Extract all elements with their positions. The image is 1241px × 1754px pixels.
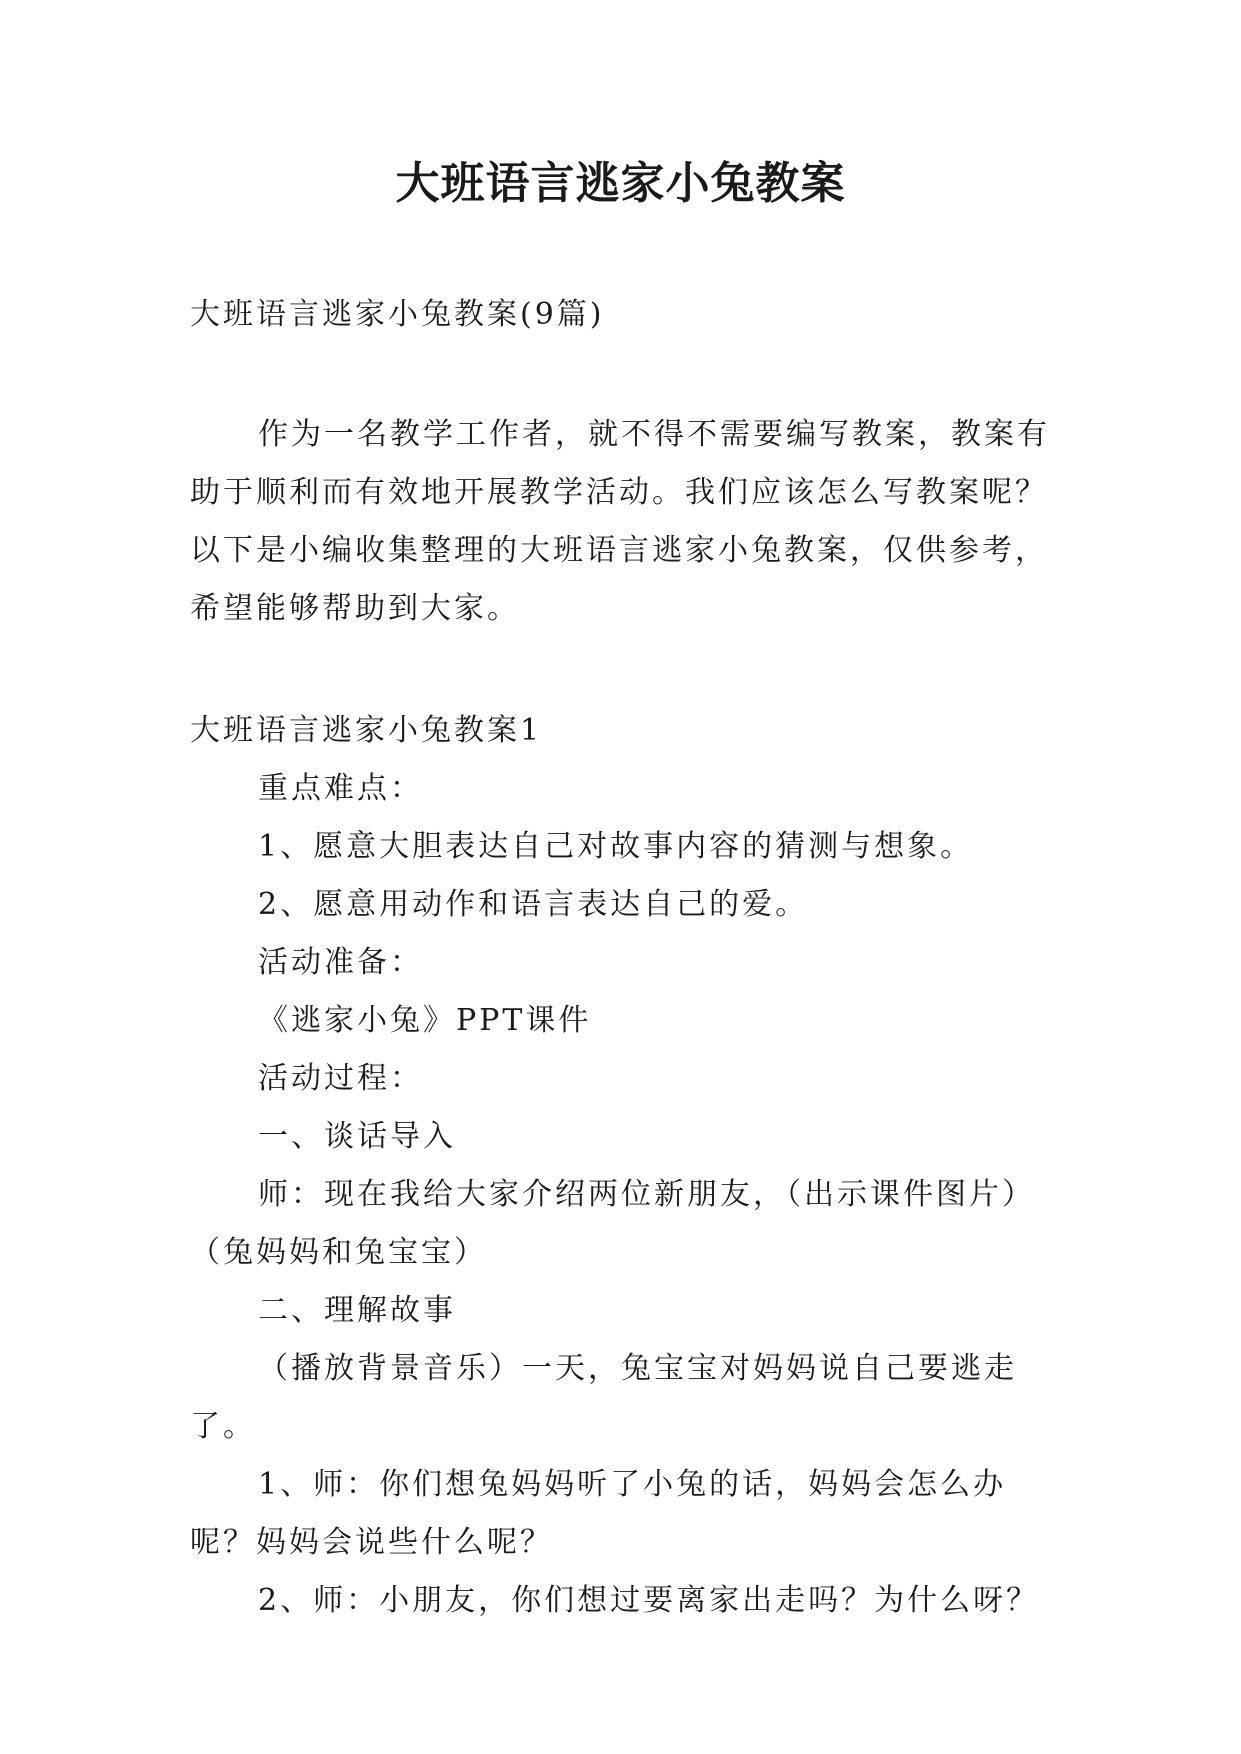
intro-paragraph: 作为一名教学工作者，就不得不需要编写教案，教案有助于顺利而有效地开展教学活动。我们应该怎么写教案呢？以下是小编收集整理的大班语言逃家小兔教案，仅供参考，希望能够帮助到大家。 xyxy=(190,417,1050,626)
body-line: 重点难点： xyxy=(258,771,423,806)
body-line: （播放背景音乐）一天，兔宝宝对妈妈说自己要逃走了。 xyxy=(190,1351,1017,1444)
body-line: 1、师：你们想兔妈妈听了小兔的话，妈妈会怎么办呢？妈妈会说些什么呢？ xyxy=(190,1467,1007,1560)
body-line: 活动准备： xyxy=(258,945,423,980)
body-line: 师：现在我给大家介绍两位新朋友，（出示课件图片）（兔妈妈和兔宝宝） xyxy=(190,1177,1035,1270)
body-line: 活动过程： xyxy=(258,1061,423,1096)
body-line: 一、谈话导入 xyxy=(258,1119,456,1154)
body-line: 1、愿意大胆表达自己对故事内容的猜测与想象。 xyxy=(258,829,974,864)
document-title: 大班语言逃家小兔教案 xyxy=(395,158,846,209)
document-subtitle: 大班语言逃家小兔教案(9篇) xyxy=(190,297,605,332)
document-body xyxy=(190,286,1052,1630)
section-title: 大班语言逃家小兔教案1 xyxy=(190,713,543,748)
body-line: 2、愿意用动作和语言表达自己的爱。 xyxy=(258,887,809,922)
body-line: 二、理解故事 xyxy=(258,1293,456,1328)
body-line: 《逃家小兔》PPT课件 xyxy=(258,1003,592,1038)
body-line: 2、师：小朋友，你们想过要离家出走吗？为什么呀？ xyxy=(258,1583,1040,1618)
